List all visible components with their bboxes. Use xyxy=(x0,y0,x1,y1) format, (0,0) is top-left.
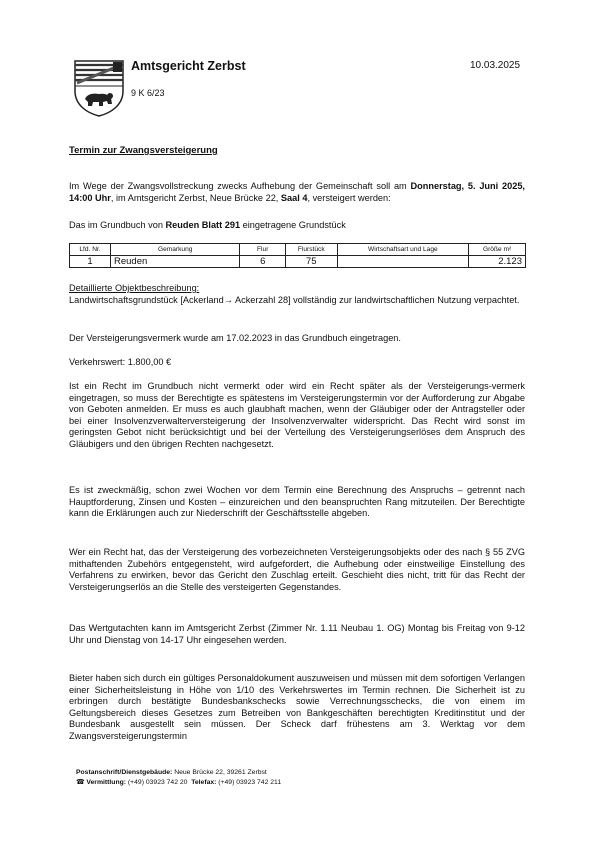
table-row xyxy=(70,256,526,268)
grundbuch-line: Das im Grundbuch von Reuden Blatt 291 eingetragene Grundstück xyxy=(69,220,346,230)
fax-number: (+49) 03923 742 211 xyxy=(218,779,282,786)
footer xyxy=(76,768,281,788)
property-table xyxy=(69,243,526,268)
col-header: Gemarkung xyxy=(111,244,240,256)
fax-label: Telefax: xyxy=(191,779,217,786)
col-header: Wirtschaftsart und Lage xyxy=(337,244,469,256)
coat-of-arms-icon xyxy=(73,59,125,117)
address: Neue Brücke 22, 39261 Zerbst xyxy=(174,769,267,776)
verkehrswert-paragraph: Verkehrswert: 1.800,00 € xyxy=(69,357,172,367)
auction-room: Saal 4 xyxy=(280,192,308,203)
vermerk-paragraph: Der Versteigerungsvermerk wurde am 17.02.2023 in das Grundbuch eingetragen. xyxy=(69,333,401,343)
intro-paragraph: Im Wege der Zwangsvollstreckung zwecks Aufhebung der Gemeinschaft soll am Donnerstag, 5. Juni 2025, 14:00 Uhr, im Amtsgericht Zerbst, Neue Brücke 22, Saal 4, versteigert werden: xyxy=(69,181,525,203)
court-name: Amtsgericht Zerbst xyxy=(131,59,246,73)
col-header: Größe m² xyxy=(469,244,526,256)
address-label: Postanschrift/Dienstgebäude: xyxy=(76,769,173,776)
table-cell: 1 xyxy=(70,256,111,268)
col-header: Flur xyxy=(240,244,286,256)
phone-icon: ☎ xyxy=(76,779,85,786)
gutachten-paragraph: Das Wertgutachten kann im Amtsgericht Zerbst (Zimmer Nr. 1.11 Neubau 1. OG) Montag bis Freitag von 9-12 Uhr und Dienstag von 14-17 Uhr eingesehen werden. xyxy=(69,623,525,645)
wer-recht-paragraph: Wer ein Recht hat, das der Versteigerung des vorbezeichneten Versteigerungsobjekts oder des nach § 55 ZVG mithaftenden Zubehörs entgegensteht, wird aufgefordert, die Aufhebung oder einstweilige Einstellung des Verfahrens zu erwirken, bevor das Gericht den Zuschlag erteilt. Geschieht dies nicht, tritt für das Recht der Versteigerungserlös an die Stelle des versteigerten Gegenstandes. xyxy=(69,547,525,592)
col-header: Lfd. Nr. xyxy=(70,244,111,256)
phone-label: Vermittlung: xyxy=(86,779,127,786)
table-header-row xyxy=(70,244,526,256)
table-cell xyxy=(337,256,469,268)
table-cell: Reuden xyxy=(111,256,240,268)
auction-date: Donnerstag, 5. Juni 2025, 14:00 Uhr xyxy=(69,181,525,203)
table-cell: 75 xyxy=(286,256,337,268)
bieter-paragraph: Bieter haben sich durch ein gültiges Personaldokument auszuweisen und müssen mit dem sofortigen Verlangen einer Sicherheitsleistung in Höhe von 1/10 des Verkehrswertes im Termin rechnen. Die Sicherheit ist zu erbringen durch bestätigte Bundesbankschecks sowie Verrechnungsschecks, die von einem im Geltungsbereich dieses Gesetzes zum Betreiben von Bankgeschäften berechtigten Kreditinstitut und der Bundesbank ausgestellt sein müssen. Der Scheck darf frühestens am 3. Werktag vor dem Zwangsversteigerungstermin xyxy=(69,673,525,741)
object-description: Detaillierte Objektbeschreibung: Landwirtschaftsgrundstück [Ackerland→ Ackerzahl 28] vollständig zur landwirtschaftlichen Nutzung verpachtet. xyxy=(69,283,520,305)
table-cell: 6 xyxy=(240,256,286,268)
zweckmaessig-paragraph: Es ist zweckmäßig, schon zwei Wochen vor dem Termin eine Berechnung des Anspruchs – getrennt nach Hauptforderung, Zinsen und Kosten – einzureichen und den beanspruchten Rang mitzuteilen. Der Berechtigte kann die Erklärungen auch zur Niederschrift der Geschäftsstelle abgeben. xyxy=(69,485,525,519)
recht-paragraph: Ist ein Recht im Grundbuch nicht vermerkt oder wird ein Recht später als der Versteigerungs-vermerk eingetragen, so muss der Berechtigte es spätestens im Versteigerungstermin vor der Aufforderung zur Abgabe von Geboten anmelden. Er muss es auch glaubhaft machen, wenn der Gläubiger oder der Antragsteller oder bei einer Insolvenzverwalterversteigerung der Insolvenzverwalter widerspricht. Das Recht wird sonst im geringsten Gebot nicht berücksichtigt und bei der Verteilung des Versteigerungserlöses dem Anspruch des Gläubigers und den übrigen Rechten nachgesetzt. xyxy=(69,381,525,449)
document-title: Termin zur Zwangsversteigerung xyxy=(69,145,218,156)
phone-number: (+49) 03923 742 20 xyxy=(127,779,188,786)
col-header: Flurstück xyxy=(286,244,337,256)
table-cell: 2.123 xyxy=(469,256,526,268)
letter-date: 10.03.2025 xyxy=(470,60,521,71)
file-number: 9 K 6/23 xyxy=(131,88,165,98)
description-label: Detaillierte Objektbeschreibung: xyxy=(69,283,200,293)
